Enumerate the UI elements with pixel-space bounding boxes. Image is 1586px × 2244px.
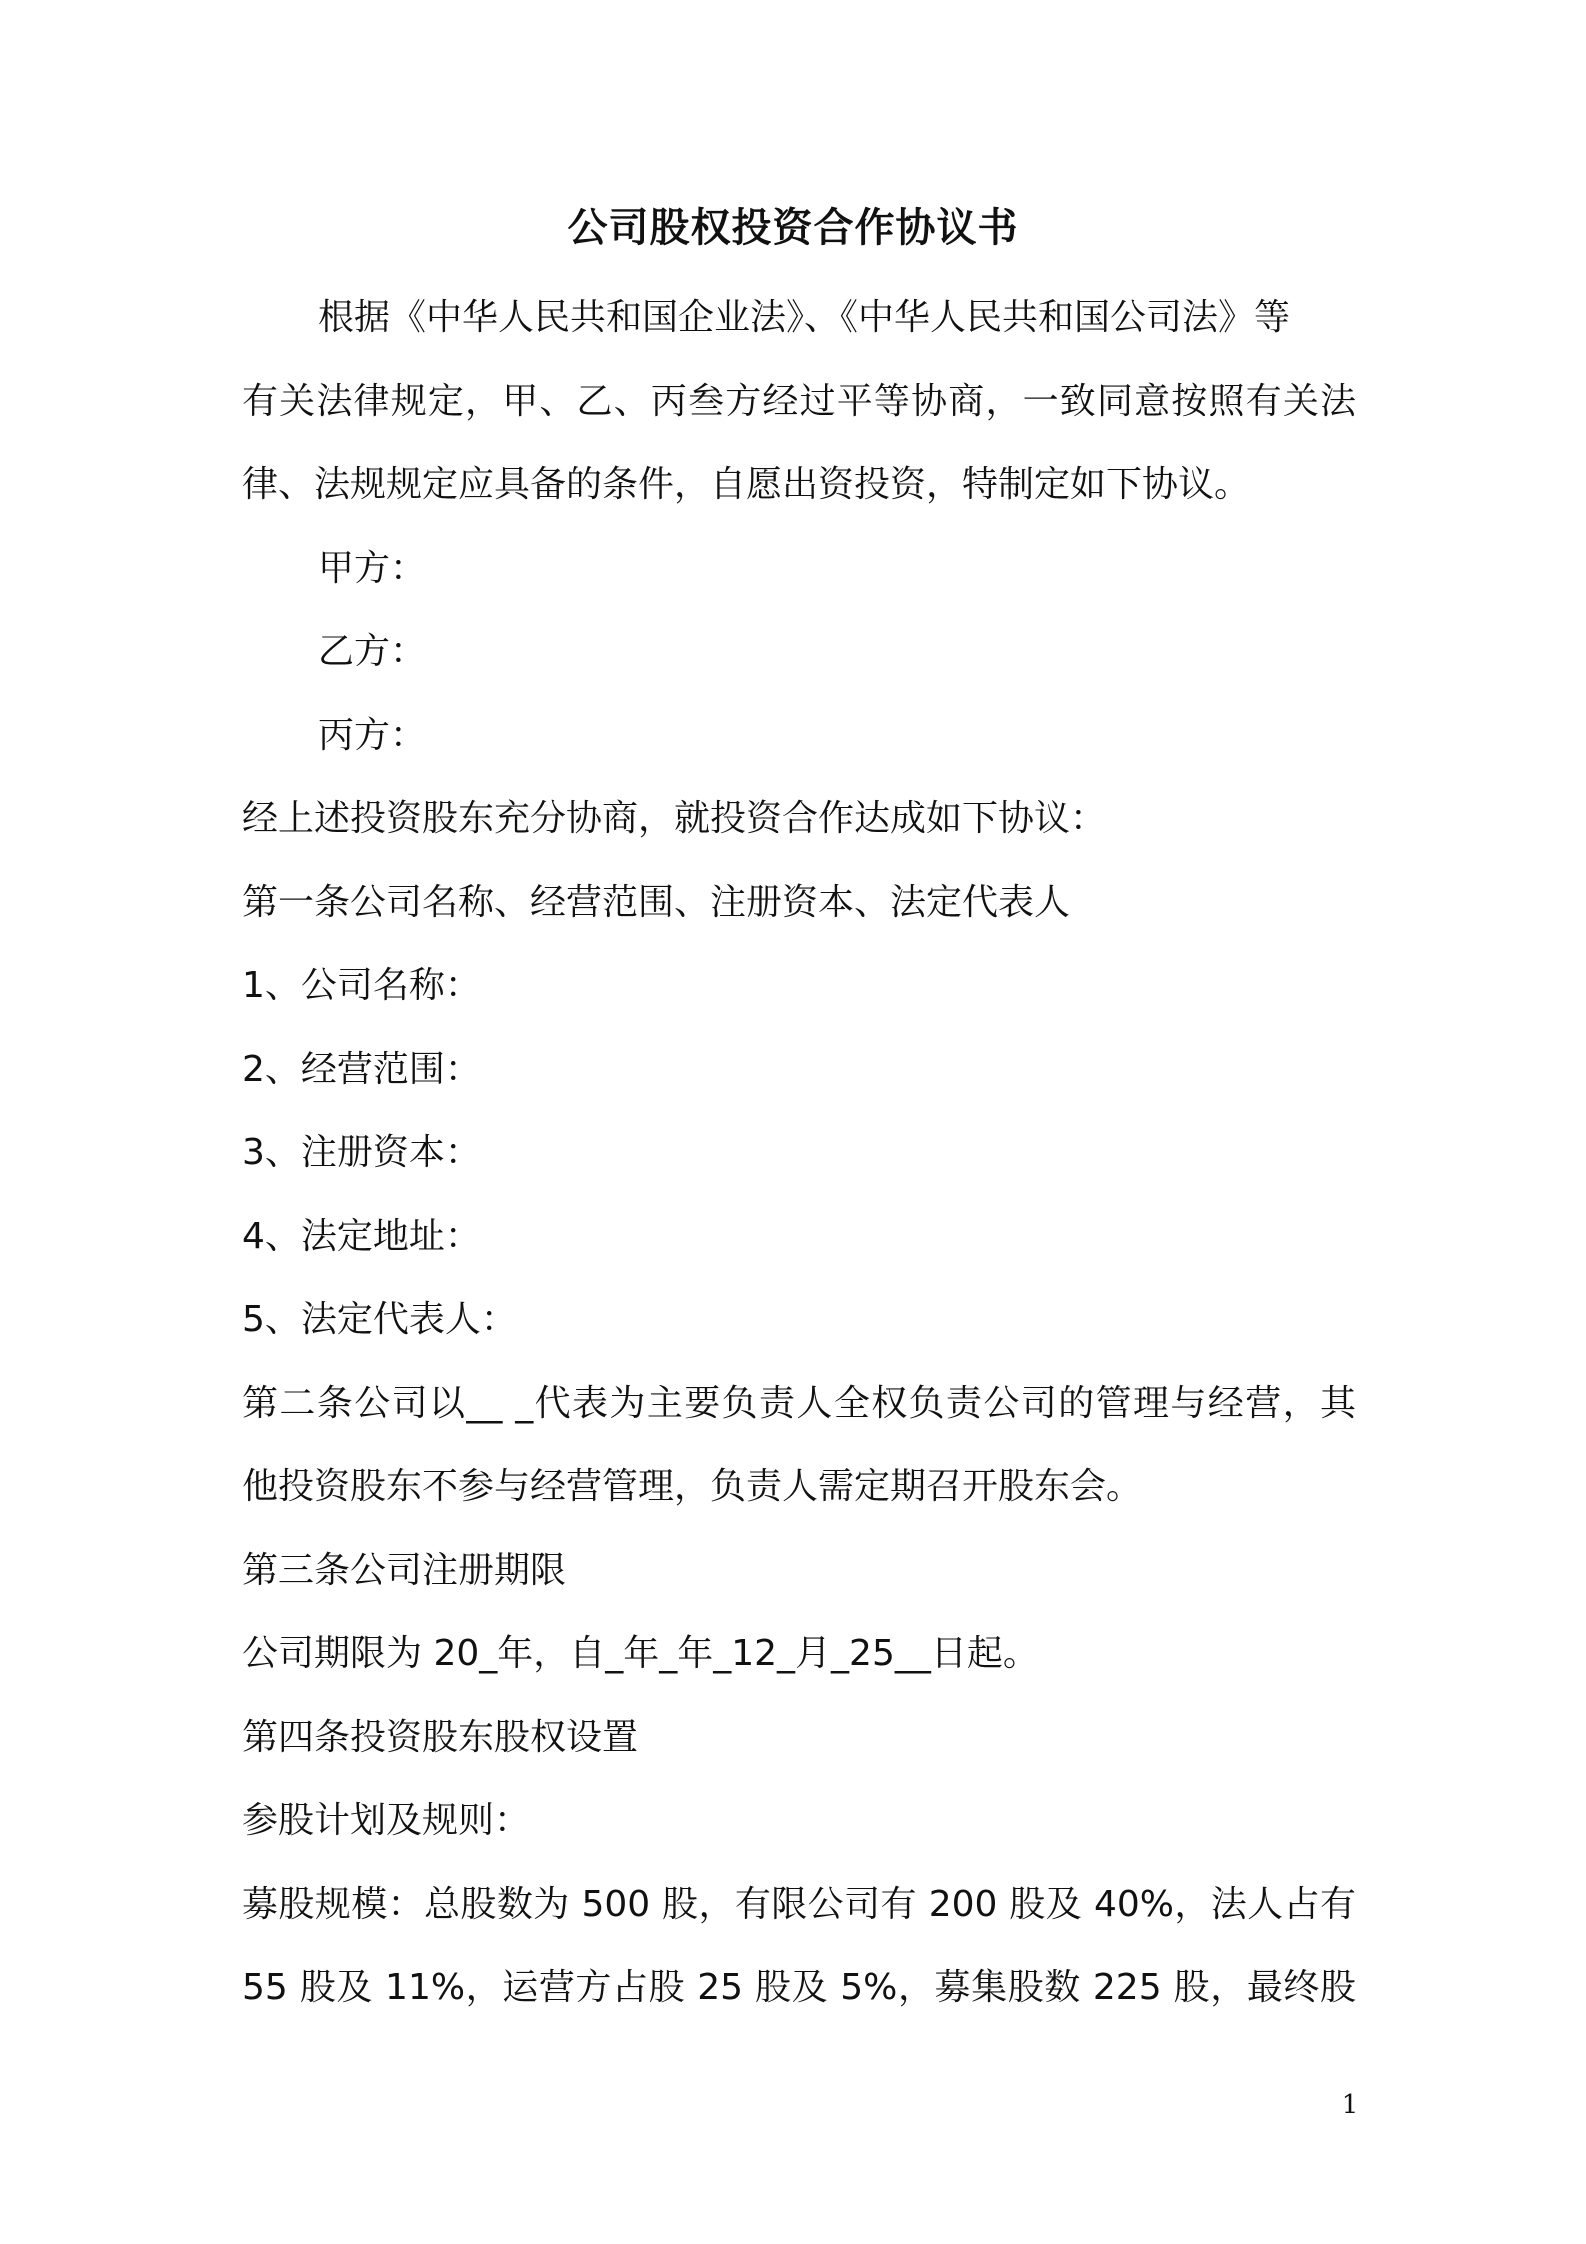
paragraph-line: 他投资股东不参与经营管理，负责人需定期召开股东会。 [242,1466,1143,1507]
document-body [242,276,1356,2030]
article-heading: 第三条公司注册期限 [242,1549,567,1591]
page-number: 1 [1341,2090,1359,2120]
paragraph-line: 律、法规规定应具备的条件，自愿出资投资，特制定如下协议。 [242,464,1251,505]
party-c-label: 丙方： [318,714,427,756]
list-item: 5、法定代表人： [242,1299,517,1340]
paragraph-line: 55 股及 11%，运营方占股 25 股及 5%，募集股数 225 股，最终股 [242,1967,1356,2008]
list-item: 2、经营范围： [242,1048,481,1090]
list-item: 4、法定地址： [242,1215,481,1257]
paragraph-line: 有关法律规定，甲、乙、丙叁方经过平等协商，一致同意按照有关法 [242,380,1356,422]
paragraph-line: 参股计划及规则： [242,1800,531,1841]
document-title: 公司股权投资合作协议书 [567,205,1019,251]
article-heading: 第二条公司以__ _代表为主要负责人全权负责公司的管理与经营，其 [242,1382,1356,1424]
party-b-label: 乙方： [318,631,427,672]
article-heading: 第一条公司名称、经营范围、注册资本、法定代表人 [242,881,1071,923]
list-item: 1、公司名称： [242,965,481,1006]
paragraph-line: 公司期限为 20_年，自_年_年_12_月_25__日起。 [242,1633,1039,1674]
party-a-label: 甲方： [318,547,427,589]
paragraph-line: 根据《中华人民共和国企业法》、《中华人民共和国公司法》等 [318,297,1291,338]
article-heading: 第四条投资股东股权设置 [242,1716,639,1758]
paragraph-line: 经上述投资股东充分协商，就投资合作达成如下协议： [242,798,1107,839]
paragraph-line: 募股规模：总股数为 500 股，有限公司有 200 股及 40%，法人占有 [242,1883,1356,1925]
list-item: 3、注册资本： [242,1132,481,1173]
